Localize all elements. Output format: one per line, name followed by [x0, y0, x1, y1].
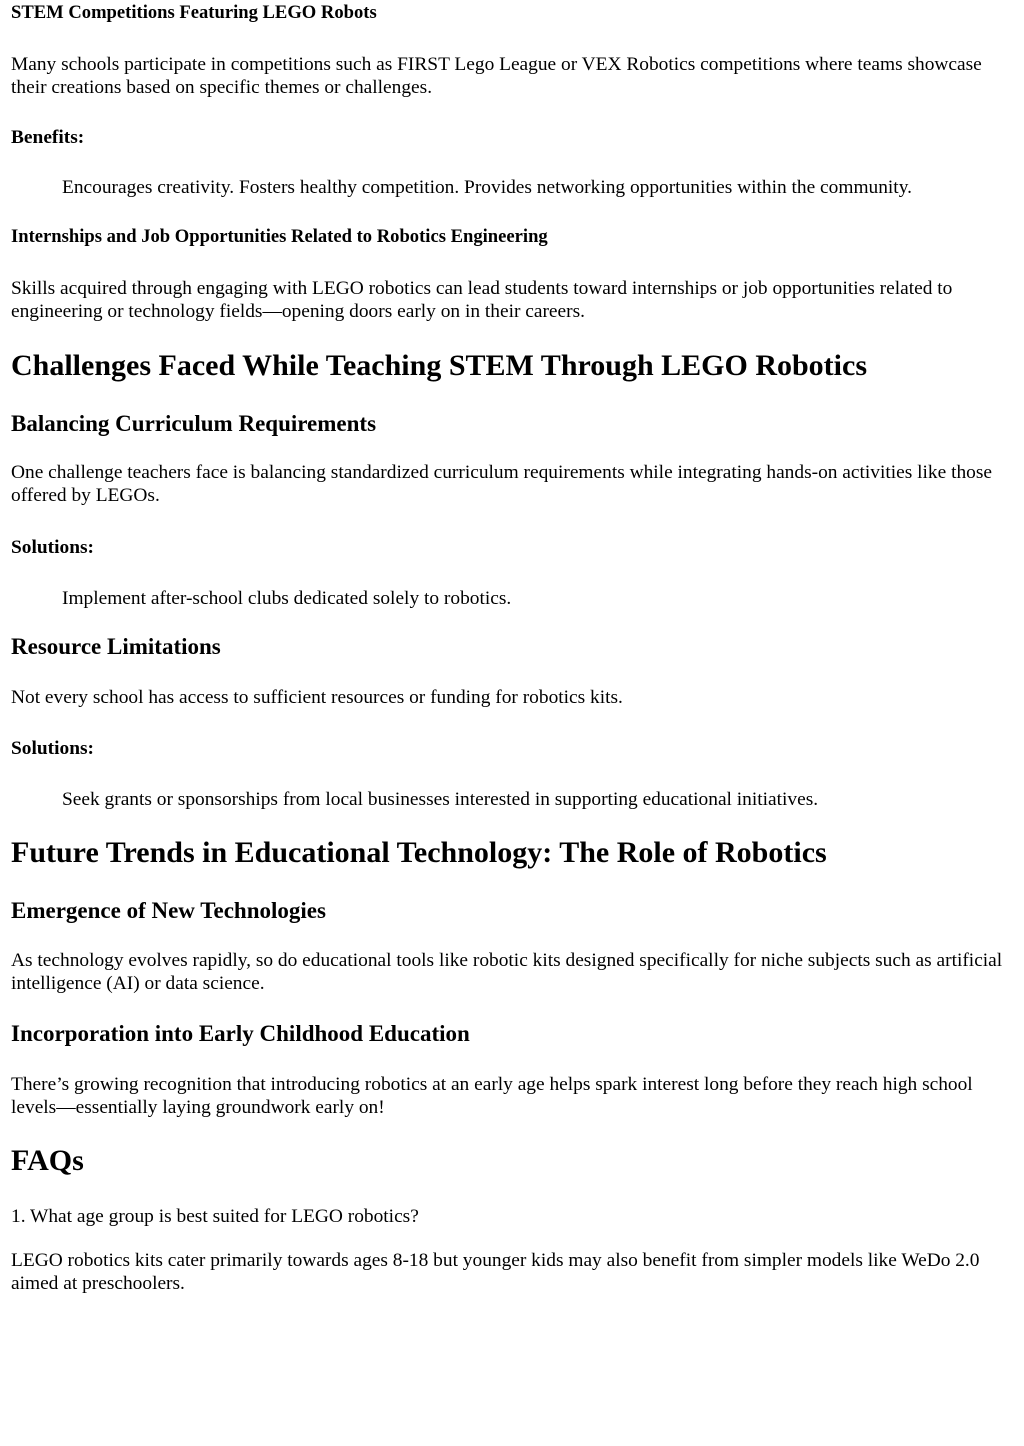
curriculum-heading: Balancing Curriculum Requirements: [11, 411, 377, 436]
stem-competitions-body: Many schools participate in competitions such as FIRST Lego League or VEX Robotics competitions where teams showcase their creations based on specific themes or challenges.: [11, 54, 982, 98]
internships-body: Skills acquired through engaging with LEGO robotics can lead students toward internships or job opportunities related to engineering or technology fields—opening doors early on in their careers.: [11, 278, 953, 322]
early-childhood-heading: Incorporation into Early Childhood Education: [11, 1021, 470, 1046]
benefits-text: Encourages creativity. Fosters healthy competition. Provides networking opportunities within the community.: [62, 177, 912, 198]
faq-question-1: 1. What age group is best suited for LEGO robotics?: [11, 1206, 419, 1227]
emergence-body: As technology evolves rapidly, so do educational tools like robotic kits designed specifically for niche subjects such as artificial intelligence (AI) or data science.: [11, 950, 1003, 994]
challenges-heading: Challenges Faced While Teaching STEM Through LEGO Robotics: [11, 349, 867, 382]
curriculum-solutions-label: Solutions:: [11, 537, 94, 558]
resources-solutions-text: Seek grants or sponsorships from local businesses interested in supporting educational initiatives.: [62, 789, 819, 810]
faq-answer-1: LEGO robotics kits cater primarily towards ages 8-18 but younger kids may also benefit from simpler models like WeDo 2.0 aimed at preschoolers.: [11, 1250, 980, 1294]
resources-body: Not every school has access to sufficient resources or funding for robotics kits.: [11, 687, 623, 708]
curriculum-solutions-text: Implement after-school clubs dedicated solely to robotics.: [62, 588, 512, 609]
resources-heading: Resource Limitations: [11, 634, 221, 659]
future-trends-heading: Future Trends in Educational Technology: The Role of Robotics: [11, 836, 827, 869]
curriculum-body: One challenge teachers face is balancing standardized curriculum requirements while integrating hands-on activities like those offered by LEGOs.: [11, 462, 993, 506]
internships-heading: Internships and Job Opportunities Related to Robotics Engineering: [11, 226, 548, 247]
faqs-heading: FAQs: [11, 1144, 84, 1177]
emergence-heading: Emergence of New Technologies: [11, 898, 326, 923]
benefits-label: Benefits:: [11, 127, 85, 148]
early-childhood-body: There’s growing recognition that introducing robotics at an early age helps spark interest long before they reach high school levels—essentially laying groundwork early on!: [11, 1074, 973, 1118]
resources-solutions-label: Solutions:: [11, 738, 94, 759]
stem-competitions-heading: STEM Competitions Featuring LEGO Robots: [11, 2, 377, 23]
